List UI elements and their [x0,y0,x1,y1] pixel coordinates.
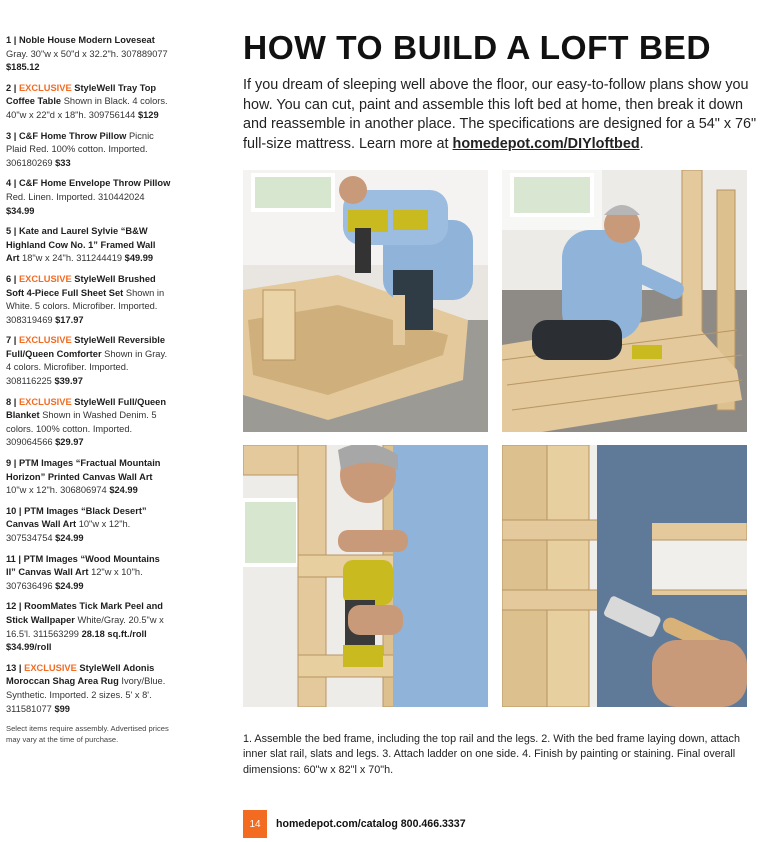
photo-painting [502,445,747,707]
product-name: RoomMates Tick Mark Peel and Stick Wallpaper [6,601,163,625]
product-number: 4 | [6,178,17,189]
product-sku: 309756144 [88,109,136,120]
product-description: Shown in Gray. 4 colors. Microfiber. Imported. [6,348,168,373]
product-name: StyleWell Full/Queen Blanket [6,396,167,421]
product-item [6,600,171,654]
product-description: Ivory/Blue. Synthetic. Imported. 2 sizes. 5' x 8'. [6,676,166,700]
exclusive-badge: EXCLUSIVE [18,82,72,93]
product-name: StyleWell Reversible Full/Queen Comforter [6,335,166,359]
product-name: Kate and Laurel Sylvie “B&W Highland Cow No. 1” Framed Wall Art [6,226,156,264]
product-price: $39.97 [54,376,83,387]
product-name: C&F Home Envelope Throw Pillow [18,178,171,189]
photo-attach-slats [502,170,747,432]
product-sku: 307889077 [121,48,168,59]
disclaimer: Select items require assembly. Advertised prices may vary at the time of purchase. [6,724,169,745]
product-number: 11 | [6,553,22,564]
product-item [6,457,171,498]
product-sku: 306806974 [60,485,107,496]
product-description: Gray. 30"w x 50"d x 32.2"h. [6,48,119,59]
product-name: PTM Images “Fractual Mountain Horizon” Printed Canvas Wall Art [6,458,161,482]
product-item [6,273,171,327]
product-description: Shown in Black. 4 colors. 40"w x 22"d x 18"h. [6,96,168,120]
product-number: 13 | [6,662,22,673]
product-item [6,396,171,450]
product-sku: 310442024 [98,191,145,202]
product-price: $185.12 [6,62,40,73]
product-sku: 309064566 [6,437,53,448]
product-number: 10 | [6,505,22,516]
product-price: $24.99 [55,580,84,591]
product-price: $129 [137,109,159,120]
product-item [6,82,171,123]
product-description: White/Gray. 20.5"w x 16.5'l. [6,614,164,639]
product-item [6,225,171,266]
product-sku: 306180269 [6,157,53,168]
intro-text: If you dream of sleeping well above the floor, our easy-to-follow plans show you how. You can cut, paint and assemble this loft bed at home, then break it down and reassemble in another place. The specifications are designed for a 54" x 76" full-size mattress. Learn more at [243,77,757,152]
product-number: 8 | [6,396,17,407]
product-number: 2 | [6,82,17,93]
product-price: 28.18 sq.ft./roll $34.99/roll [6,628,147,653]
product-item [6,553,171,594]
exclusive-badge: EXCLUSIVE [18,273,72,284]
product-number: 3 | [6,130,17,141]
product-description: Red. Linen. Imported. [6,191,96,202]
photo-assemble-frame [243,170,488,432]
product-sku: 307636496 [6,580,53,591]
product-price: $24.99 [55,533,84,543]
product-price: $29.97 [55,437,84,448]
product-description: 18"w x 24"h. [22,253,74,264]
photo-attach-ladder [243,445,488,707]
product-name: PTM Images “Black Desert” Canvas Wall Art [6,505,147,530]
product-sku: 311563299 [33,628,79,639]
product-sku: 311244419 [76,253,123,264]
product-item [6,662,171,716]
product-description: 10"w x 12"h. [78,519,131,530]
product-price: $17.97 [55,314,84,325]
product-description: Shown in White. 5 colors. Microfiber. Imported. [6,287,165,312]
product-item [6,177,171,218]
exclusive-badge: EXCLUSIVE [24,662,77,673]
product-description: 10"w x 12"h. [6,485,58,496]
product-item [6,334,171,388]
product-price: $34.99 [6,205,35,216]
product-description: Picnic Plaid Red. 100% cotton. Imported. [6,130,154,155]
product-sku: 307534754 [6,533,53,543]
intro-paragraph [243,76,763,154]
steps-caption: 1. Assemble the bed frame, including the top rail and the legs. 2. With the bed frame laying down, attach inner slat rail, slats and legs. 3. Attach ladder on one side. 4. Finish by painting or staining. Final overall dimensions: 60"w x 82"l x 70"h. [243,733,740,776]
product-number: 5 | [6,226,17,237]
product-name: Noble House Modern Loveseat [18,35,155,45]
product-list [6,34,171,745]
intro-end: . [639,135,644,152]
product-price: $33 [55,157,71,168]
product-item [6,34,171,75]
exclusive-badge: EXCLUSIVE [18,396,72,407]
product-name: StyleWell Adonis Moroccan Shag Area Rug [6,662,155,687]
footer-contact[interactable]: homedepot.com/catalog 800.466.3337 [276,818,466,830]
product-description: 12"w x 10"h. [91,567,143,578]
product-item [6,505,171,546]
product-name: PTM Images “Wood Mountains II” Canvas Wall Art [6,553,160,578]
product-number: 12 | [6,601,22,612]
product-description: Shown in Washed Denim. 5 colors. 100% cotton. Imported. [6,410,157,434]
exclusive-badge: EXCLUSIVE [18,335,72,346]
product-sku: 308319469 [6,314,53,325]
product-name: C&F Home Throw Pillow [18,130,127,141]
product-item [6,130,171,171]
product-sku: 311581077 [6,703,52,714]
product-price: $24.99 [109,485,138,496]
diy-loft-bed-link[interactable]: homedepot.com/DIYloftbed [452,135,640,152]
product-price: $99 [54,703,70,714]
page-number: 14 [243,810,267,838]
product-name: StyleWell Brushed Soft 4-Piece Full Sheet Set [6,273,156,298]
product-number: 6 | [6,273,17,284]
product-number: 7 | [6,335,17,346]
product-name: StyleWell Tray Top Coffee Table [6,82,157,107]
page-footer [243,810,466,838]
product-number: 1 | [6,35,17,45]
product-price: $49.99 [124,253,154,264]
product-number: 9 | [6,458,17,469]
page-title: HOW TO BUILD A LOFT BED [243,30,712,67]
product-sku: 308116225 [6,376,52,387]
